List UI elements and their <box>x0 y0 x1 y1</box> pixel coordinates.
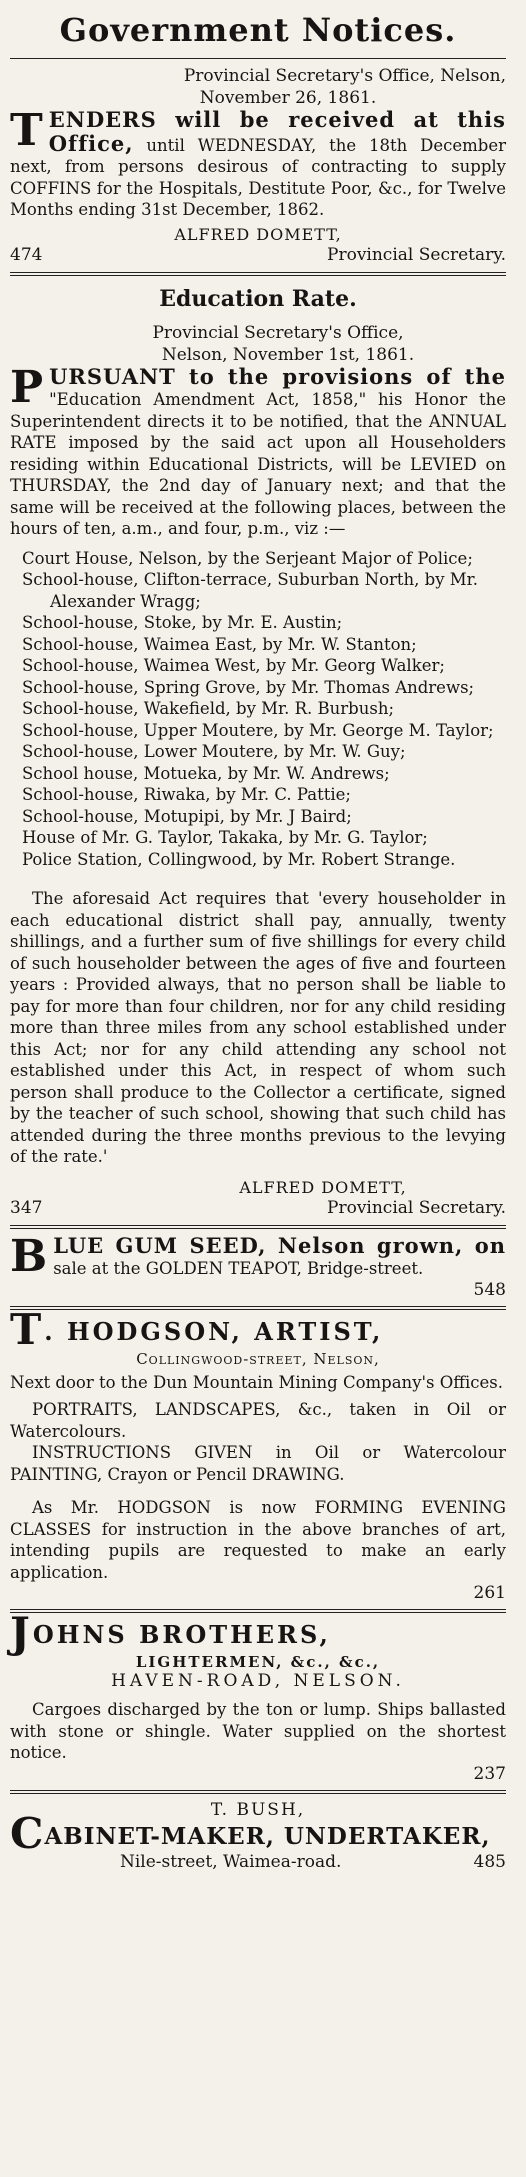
signature-line <box>10 244 506 266</box>
tender-body <box>10 105 506 221</box>
office-date: November 26, 1861. <box>199 88 377 108</box>
ref-number: 347 <box>10 1197 43 1218</box>
collection-places <box>22 548 506 871</box>
advertiser-trade: ABINET-MAKER, UNDERTAKER, <box>44 1822 491 1850</box>
ref-number: 261 <box>473 1583 506 1603</box>
address-line <box>10 1851 506 1873</box>
office-line: Provincial Secretary's Office, Nelson, <box>183 66 506 86</box>
rate-body <box>10 361 506 540</box>
signer-title: Provincial Secretary. <box>327 244 506 265</box>
advertiser-name: OHNS BROTHERS, <box>32 1620 331 1649</box>
signer-title: Provincial Secretary. <box>327 1197 506 1218</box>
ad-line: INSTRUCTIONS GIVEN in Oil or Watercolour PAINTING, Crayon or Pencil DRAWING. <box>10 1443 506 1484</box>
education-rate-notice <box>10 286 506 1219</box>
dropcap: B <box>10 1230 48 1282</box>
hodgson-advert <box>10 1304 506 1604</box>
advertiser-address: Collingwood-street, Nelson, <box>136 1349 380 1368</box>
list-item: School-house, Motupipi, by Mr. J Baird; <box>22 806 352 826</box>
lead-text: LUE GUM SEED, Nelson grown, on <box>53 1232 506 1258</box>
johns-heading <box>10 1608 506 1657</box>
hodgson-heading <box>10 1304 506 1354</box>
advertiser-address: HAVEN-ROAD, NELSON. <box>111 1671 405 1691</box>
list-item: School-house, Clifton-terrace, Suburban North, by Mr. Alexander Wragg; <box>22 570 478 611</box>
list-item: School-house, Spring Grove, by Mr. Thomas Andrews; <box>22 677 475 697</box>
tender-notice <box>10 65 506 266</box>
rate-text: "Education Amendment Act, 1858," his Honor the Superintendent directs it to be notified, that the ANNUAL RATE imposed by the said act upon all Householders residing within Educational Districts, will be LEVIED on THURSDAY, the 2nd day of January next; and that the same will be received at the following places, between the hours of ten, a.m., and four, p.m., viz :— <box>10 390 506 538</box>
advertiser-trade: LIGHTERMEN, &c., &c., <box>135 1653 381 1671</box>
list-item: School-house, Waimea East, by Mr. W. Stanton; <box>22 634 417 654</box>
list-item: Police Station, Collingwood, by Mr. Robert Strange. <box>22 849 456 869</box>
dropcap: T <box>10 1304 45 1354</box>
tender-text: until WEDNESDAY, the 18th December next, from persons desirous of contracting to supply COFFINS for the Hospitals, Destitute Poor, &c., for Twelve Months ending 31st December, 1862. <box>10 135 506 219</box>
advertiser-address: Nile-street, Waimea-road. <box>120 1851 342 1872</box>
lead-text: ENDERS will be received at this Office, <box>48 107 506 156</box>
ad-line: Next door to the Dun Mountain Mining Company's Offices. <box>10 1372 504 1392</box>
list-item: School-house, Upper Moutere, by Mr. George M. Taylor; <box>22 720 494 740</box>
signer-name: ALFRED DOMETT, <box>239 1177 407 1197</box>
dropcap: T <box>10 105 43 156</box>
ad-line: PORTRAITS, LANDSCAPES, &c., taken in Oil or Watercolours. <box>10 1400 506 1441</box>
dropcap: J <box>10 1608 33 1657</box>
divider <box>10 1609 506 1613</box>
list-item: School-house, Waimea West, by Mr. Georg Walker; <box>22 656 445 675</box>
dropcap: C <box>10 1808 45 1858</box>
office-line: Provincial Secretary's Office, <box>152 322 404 343</box>
divider <box>10 272 506 276</box>
signer-name: ALFRED DOMETT, <box>174 224 342 244</box>
signature-line <box>10 1197 506 1219</box>
bluegum-text: sale at the GOLDEN TEAPOT, Bridge-street. <box>53 1259 424 1278</box>
list-item: House of Mr. G. Taylor, Takaka, by Mr. G. Taylor; <box>22 828 428 847</box>
ref-number: 548 <box>473 1279 506 1300</box>
divider <box>10 58 506 59</box>
advertiser-name: . HODGSON, ARTIST, <box>44 1316 384 1346</box>
list-item: Court House, Nelson, by the Serjeant Major of Police; <box>22 548 473 568</box>
list-item: School house, Motueka, by Mr. W. Andrews; <box>22 763 390 783</box>
section-banner: Government Notices. <box>59 11 457 49</box>
divider <box>10 1306 506 1310</box>
divider <box>10 1225 506 1229</box>
divider <box>10 1790 506 1794</box>
office-date: Nelson, November 1st, 1861. <box>161 344 415 365</box>
ref-number: 474 <box>10 244 43 265</box>
list-item: School-house, Stoke, by Mr. E. Austin; <box>22 613 343 632</box>
ref-number: 237 <box>473 1763 506 1784</box>
lead-text: URSUANT to the provisions of the <box>49 363 506 389</box>
bluegum-advert <box>10 1230 506 1300</box>
ref-number: 485 <box>473 1851 506 1872</box>
johns-body: Cargoes discharged by the ton or lump. Ships ballasted with stone or shingle. Water supplied on the shortest notice. <box>10 1700 506 1762</box>
list-item: School-house, Lower Moutere, by Mr. W. Guy; <box>22 742 406 761</box>
ad-line: As Mr. HODGSON is now FORMING EVENING CLASSES for instruction in the above branches of art, intending pupils are requested to make an early application. <box>10 1498 506 1582</box>
johns-advert <box>10 1608 506 1784</box>
dropcap: P <box>10 361 44 413</box>
list-item: School-house, Riwaka, by Mr. C. Pattie; <box>22 785 351 804</box>
act-requirements: The aforesaid Act requires that 'every householder in each educational district shall pay, annually, twenty shillings, and a further sum of five shillings for every child of such householder between the ages of five and fourteen years : Provided always, that no person shall be liable to pay for more than four children, nor for any child residing more than three miles from any school established under this Act; nor for any child attending any school not established under this Act, in respect of whom such person shall produce to the Collector a certificate, signed by the teacher of such school, showing that such child has attended during the three months previous to the levying of the rate.' <box>10 889 506 1166</box>
list-item: School-house, Wakefield, by Mr. R. Burbush; <box>22 699 395 718</box>
bush-advert <box>10 1800 506 1873</box>
notice-title: Education Rate. <box>159 285 357 312</box>
bluegum-body <box>10 1230 506 1282</box>
advertiser-name: T. BUSH, <box>210 1799 306 1820</box>
